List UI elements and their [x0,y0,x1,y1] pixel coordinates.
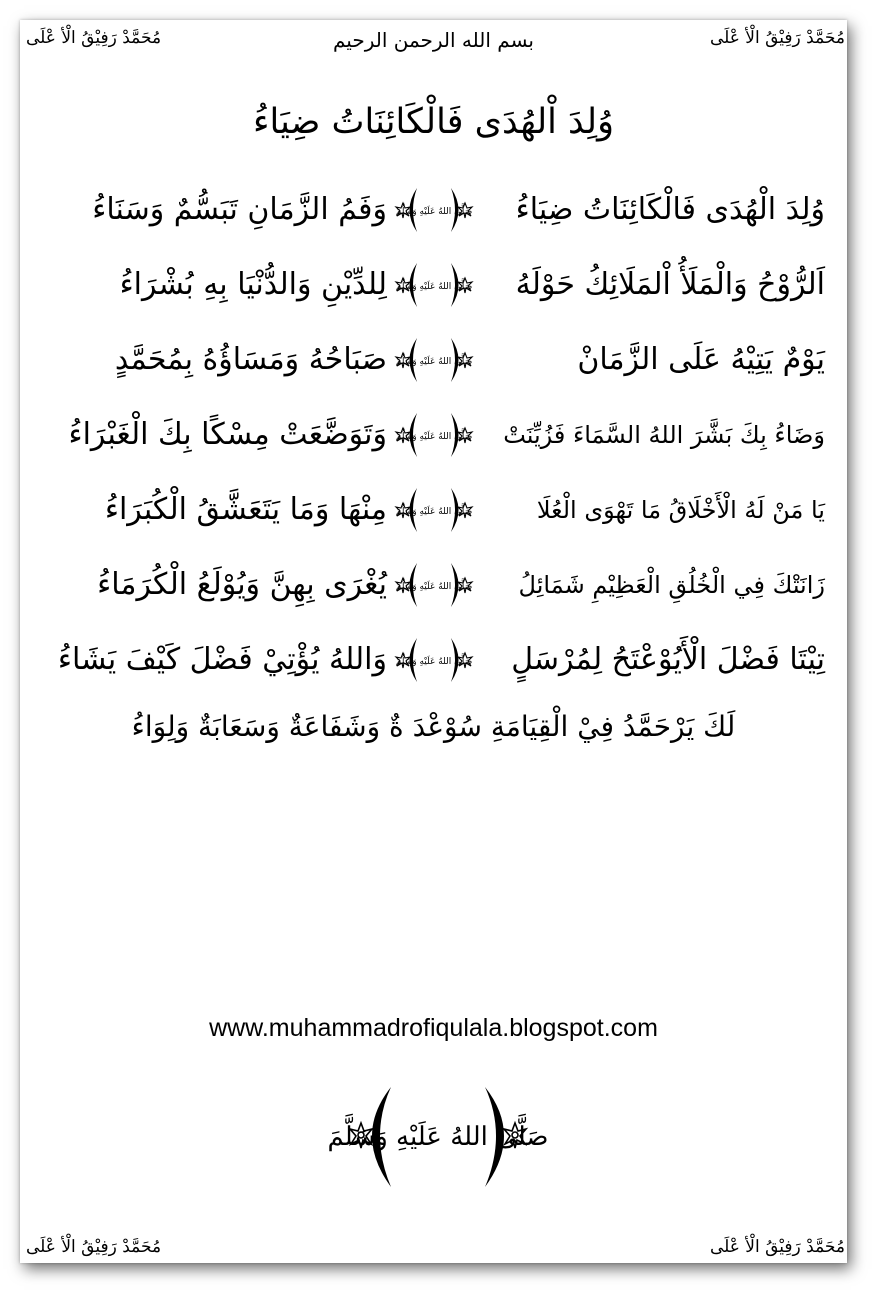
verse-first-hemistich: تِيْتَا فَضْلَ الْأَيُوْعْتَحُ لِمُرْسَلٍ [511,642,825,677]
medallion-text: صَلَّى اللهُ عَلَيْهِ وَسَلَّمَ [395,431,472,442]
medallion-text: صَلَّى اللهُ عَلَيْهِ وَسَلَّمَ [395,281,472,292]
corner-author-top-left: مُحَمَّدْ رَفِيْقُ الْأ عْلَى [26,28,162,48]
verse-first-hemistich: يَوْمٌ يَتِيْهُ عَلَى الزَّمَانْ [577,342,825,377]
medallion-text: صَلَّى اللهُ عَلَيْهِ وَسَلَّمَ [395,356,472,367]
emblem-calligraphy: صَلَّى اللهُ عَلَيْهِ وَسَلَّمَ [327,1122,549,1152]
salawat-medallion-icon [387,185,480,235]
verse-line [42,172,825,247]
medallion-text: صَلَّى اللهُ عَلَيْهِ وَسَلَّمَ [395,581,472,592]
closing-line: لَكَ يَرْحَمَّدُ فِيْ الْقِيَامَةِ سُوْعْدَ ةٌ وَشَفَاعَةٌ وَسَعَابَةٌ وَلِوَاءُ [131,710,736,743]
salawat-medallion-icon [387,410,480,460]
salawat-medallion-icon [387,560,480,610]
corner-author-bottom-right: مُحَمَّدْ رَفِيْقُ الْأ عْلَى [709,1237,845,1257]
blog-url: www.muhammadrofiqulala.blogspot.com [209,1014,658,1042]
verse-line [42,397,825,472]
basmala: بسم الله الرحمن الرحيم [332,28,534,52]
medallion-text: صَلَّى اللهُ عَلَيْهِ وَسَلَّمَ [395,506,472,517]
corner-author-bottom-left: مُحَمَّدْ رَفِيْقُ الْأ عْلَى [26,1237,162,1257]
verse-second-hemistich: لِلدِّيْنِ وَالدُّنْيَا بِهِ بُشْرَاءُ [119,267,387,302]
verse-second-hemistich: يُغْرَى بِهِنَّ وَيُوْلَعُ الْكُرَمَاءُ [97,567,387,602]
verse-first-hemistich: اَلرُّوْحُ وَالْمَلَأُ اْلمَلَائِكُ حَوْلَهُ [515,267,825,302]
verse-line [42,247,825,322]
verse-first-hemistich: وَضَاءُ بِكَ بَشَّرَ اللهُ السَّمَاءَ فَزُيِّنَتْ [503,420,825,449]
medallion-text: صَلَّى اللهُ عَلَيْهِ وَسَلَّمَ [395,206,472,217]
verse-second-hemistich: وَفَمُ الزَّمَانِ تَبَسُّمٌ وَسَنَاءُ [92,192,387,227]
salawat-medallion-icon [387,335,480,385]
poem-title: وُلِدَ اْلهُدَى فَالْكَائِنَاتُ ضِيَاءُ [253,102,614,142]
verse-line [42,547,825,622]
verse-line [42,622,825,697]
verse-second-hemistich: وَتَوَضَّعَتْ مِسْكًا بِكَ الْغَبْرَاءُ [68,417,387,452]
verse-second-hemistich: صَبَاحُهُ وَمَسَاؤُهُ بِمُحَمَّدٍ [114,342,387,377]
corner-author-top-right: مُحَمَّدْ رَفِيْقُ الْأ عْلَى [709,28,845,48]
verse-second-hemistich: وَاللهُ يُؤْتِيْ فَضْلَ كَيْفَ يَشَاءُ [57,642,387,677]
salawat-emblem-icon [327,1075,549,1195]
salawat-medallion-icon [387,485,480,535]
document-page [20,20,847,1263]
verse-line [42,322,825,397]
verse-second-hemistich: مِنْهَا وَمَا يَتَعَشَّقُ الْكُبَرَاءُ [104,492,387,527]
salawat-medallion-icon [387,635,480,685]
medallion-text: صَلَّى اللهُ عَلَيْهِ وَسَلَّمَ [395,656,472,667]
verse-first-hemistich: زَانَتْكَ فِي الْخُلُقِ الْعَظِيْمِ شَمَائِلُ [518,570,825,599]
salawat-medallion-icon [387,260,480,310]
verse-list [42,172,825,697]
verse-first-hemistich: يَا مَنْ لَهُ الْأَخْلَاقُ مَا تَهْوَى الْعُلَا [536,495,825,524]
verse-line [42,472,825,547]
verse-first-hemistich: وُلِدَ الْهُدَى فَالْكَائِنَاتُ ضِيَاءُ [515,192,825,227]
